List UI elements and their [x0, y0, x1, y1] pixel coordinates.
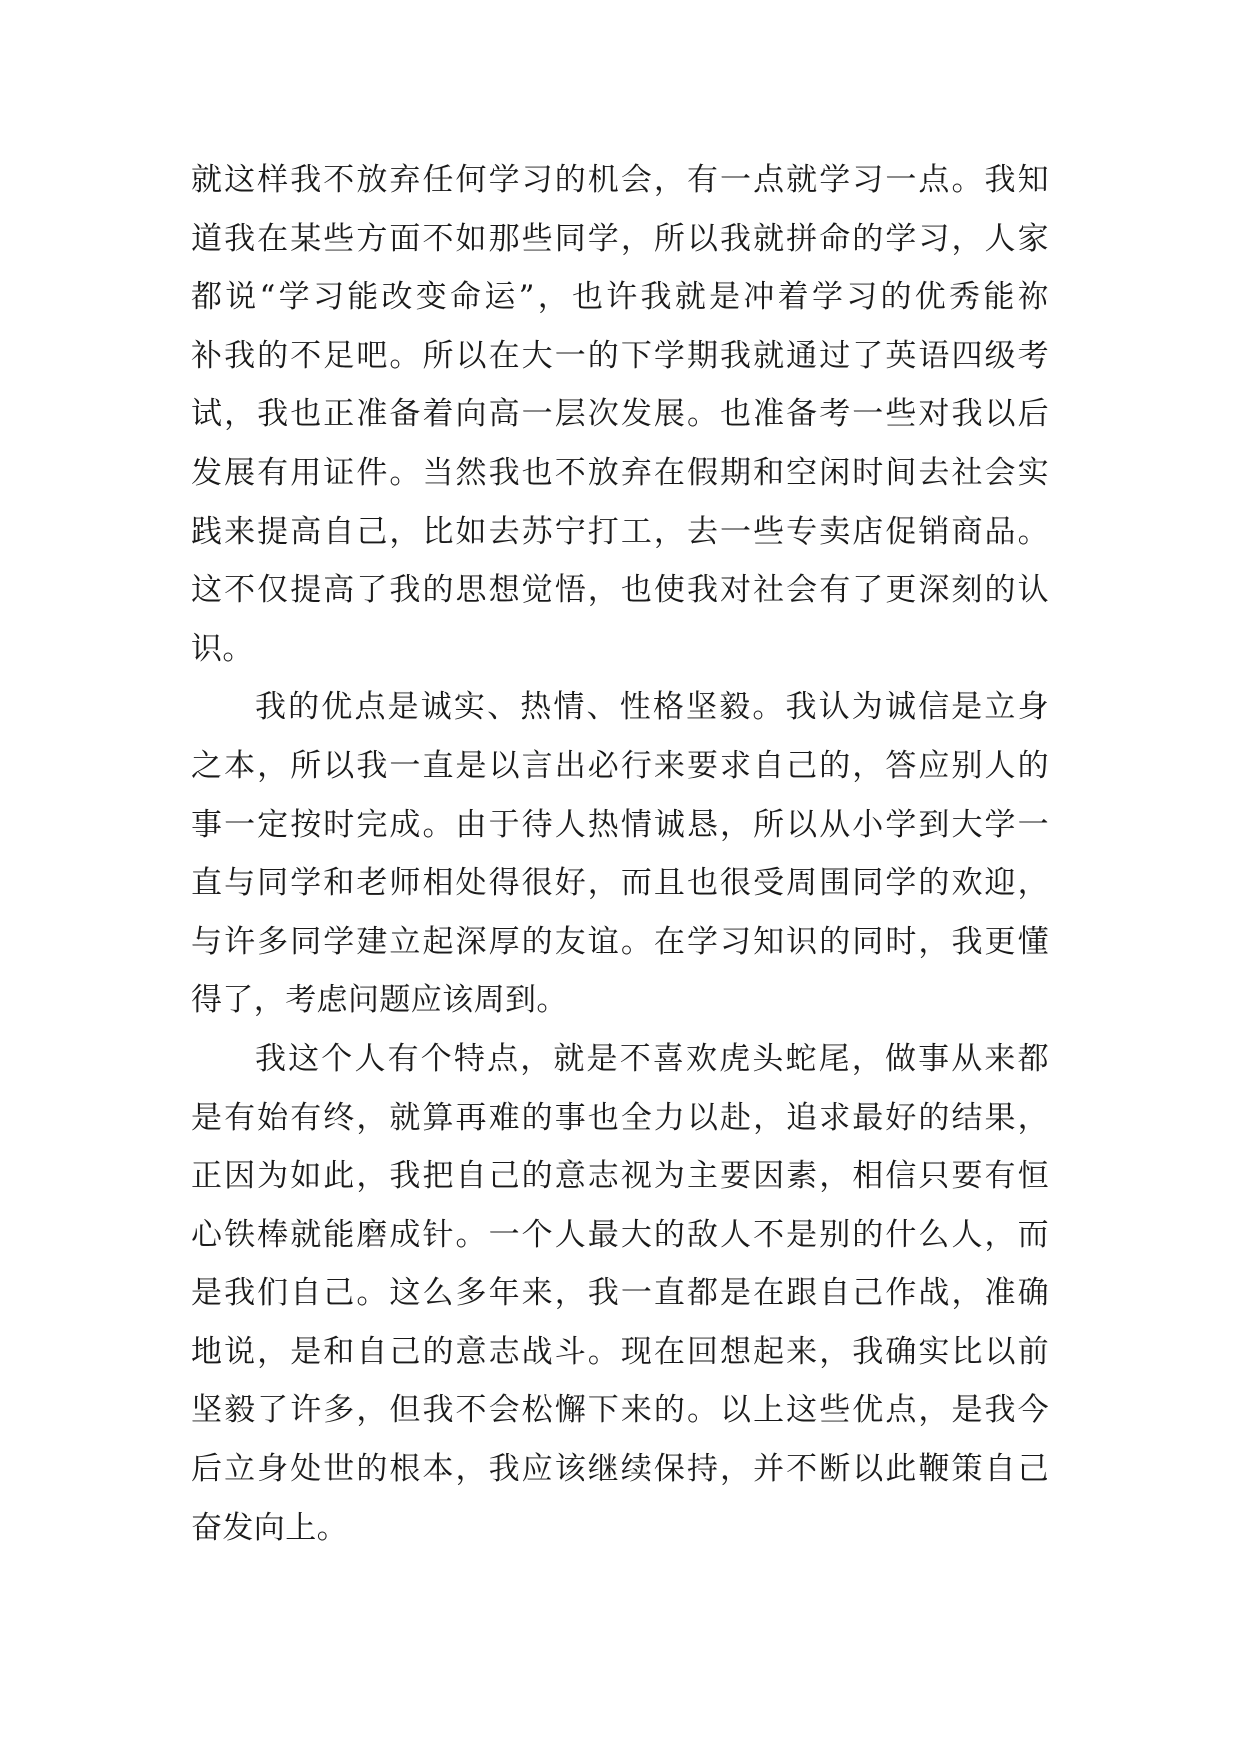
text-line: 事一定按时完成。由于待人热情诚恳，所以从小学到大学一	[191, 806, 1049, 843]
text-line: 直与同学和老师相处得很好，而且也很受周围同学的欢迎，	[191, 865, 1049, 902]
text-line: 地说，是和自己的意志战斗。现在回想起来，我确实比以前	[191, 1333, 1049, 1370]
text-line: 这不仅提高了我的思想觉悟，也使我对社会有了更深刻的认	[191, 572, 1049, 609]
text-line: 是我们自己。这么多年来，我一直都是在跟自己作战，准确	[191, 1275, 1049, 1312]
body-text	[191, 161, 1049, 1567]
text-line: 道我在某些方面不如那些同学，所以我就拼命的学习，人家	[191, 220, 1049, 257]
text-line: 正因为如此，我把自己的意志视为主要因素，相信只要有恒	[191, 1158, 1049, 1195]
text-line: 就这样我不放弃任何学习的机会，有一点就学习一点。我知	[191, 162, 1049, 198]
text-line: 我的优点是诚实、热情、性格坚毅。我认为诚信是立身	[255, 689, 1049, 726]
text-line: 后立身处世的根本，我应该继续保持，并不断以此鞭策自己	[191, 1451, 1049, 1488]
text-line: 补我的不足吧。所以在大一的下学期我就通过了英语四级考	[191, 337, 1049, 374]
text-line: 坚毅了许多，但我不会松懈下来的。以上这些优点，是我今	[191, 1392, 1049, 1429]
text-line: 奋发向上。	[191, 1509, 348, 1546]
text-line: 都说“学习能改变命运”，也许我就是冲着学习的优秀能祢	[191, 279, 1049, 316]
text-line: 得了，考虑问题应该周到。	[191, 982, 568, 1019]
text-line: 我这个人有个特点，就是不喜欢虎头蛇尾，做事从来都	[255, 1040, 1049, 1077]
text-line: 之本，所以我一直是以言出必行来要求自己的，答应别人的	[191, 747, 1049, 784]
text-line: 践来提高自己，比如去苏宁打工，去一些专卖店促销商品。	[191, 513, 1049, 550]
text-line: 与许多同学建立起深厚的友谊。在学习知识的同时，我更懂	[191, 923, 1049, 960]
text-line: 发展有用证件。当然我也不放弃在假期和空闲时间去社会实	[191, 454, 1049, 491]
text-line: 识。	[191, 630, 254, 667]
paragraph-2	[191, 688, 1049, 1040]
text-line: 是有始有终，就算再难的事也全力以赴，追求最好的结果，	[191, 1099, 1049, 1136]
paragraph-1	[191, 161, 1049, 688]
paragraph-3	[191, 1040, 1049, 1567]
text-line: 试，我也正准备着向高一层次发展。也准备考一些对我以后	[191, 396, 1049, 433]
text-line: 心铁棒就能磨成针。一个人最大的敌人不是别的什么人，而	[191, 1216, 1049, 1253]
